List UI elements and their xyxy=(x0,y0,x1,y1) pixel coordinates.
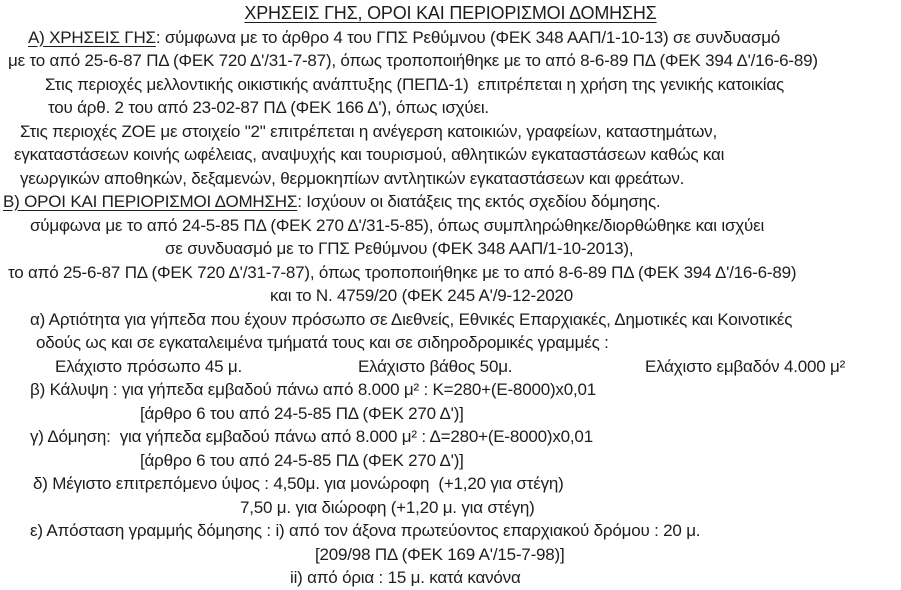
section-a-heading: Α) ΧΡΗΣΕΙΣ ΓΗΣ xyxy=(28,27,156,47)
item-c-reference-text: [άρθρο 6 του από 24-5-85 ΠΔ (ΦΕΚ 270 Δ')] xyxy=(140,450,464,470)
item-a-text1: α) Αρτιότητα για γήπεδα που έχουν πρόσωπο σε Διεθνείς, Εθνικές Επαρχιακές, Δημοτικές και Κοινοτικές xyxy=(30,309,793,329)
section-b-legal-text3: το από 25-6-87 ΠΔ (ΦΕΚ 720 Δ'/31-7-87), όπως τροποποιήθηκε με το από 8-6-89 ΠΔ (ΦΕΚ 394 Δ'/16-6-89) xyxy=(8,262,797,282)
section-b-intro-text: : Ισχύουν οι διατάξεις της εκτός σχεδίου δόμησης. xyxy=(297,192,661,211)
pepd-use-line1 xyxy=(0,73,901,97)
minimums-row xyxy=(0,355,901,379)
section-a-intro-text: : σύμφωνα με το άρθρο 4 του ΓΠΣ Ρεθύμνου (ΦΕΚ 348 ΑΑΠ/1-10-13) σε συνδυασμό xyxy=(155,27,781,47)
item-d-height-text1: δ) Μέγιστο επιτρεπόμενο ύψος : 4,50μ. για μονώροφη (+1,20 για στέγη) xyxy=(33,474,564,493)
item-e-setback-text1: ε) Απόσταση γραμμής δόμησης : i) από τον άξονα πρωτεύοντος επαρχιακού δρόμου : 20 μ. xyxy=(30,521,701,540)
section-b-legal-line2 xyxy=(0,237,901,261)
page-title xyxy=(0,2,901,26)
section-b-legal-text1: σύμφωνα με το από 24-5-85 ΠΔ (ΦΕΚ 270 Δ'/31-5-85), όπως συμπληρώθηκε/διορθώθηκε και ισχύει xyxy=(30,215,765,235)
pepd-use-line2 xyxy=(0,96,901,120)
item-b-reference-text: [άρθρο 6 του από 24-5-85 ΠΔ (ΦΕΚ 270 Δ')] xyxy=(140,403,464,423)
zoe-uses-text3: γεωργικών αποθηκών, δεξαμενών, θερμοκηπίων αντλητικών εγκαταστάσεων και φρεάτων. xyxy=(20,168,685,188)
item-c-building-line xyxy=(0,425,901,449)
item-d-height-line1 xyxy=(0,472,901,496)
item-e-setback-line2 xyxy=(0,566,901,590)
min-frontage-value: Ελάχιστο πρόσωπο 45 μ. xyxy=(55,356,243,376)
item-a-line2 xyxy=(0,331,901,355)
zoe-uses-line2 xyxy=(0,143,901,167)
section-b-legal-text4: και το Ν. 4759/20 (ΦΕΚ 245 Α'/9-12-2020 xyxy=(270,286,573,305)
page-title-text: ΧΡΗΣΕΙΣ ΓΗΣ, ΟΡΟΙ ΚΑΙ ΠΕΡΙΟΡΙΣΜΟΙ ΔΟΜΗΣΗΣ xyxy=(244,3,657,23)
item-b-reference-line xyxy=(0,402,901,426)
item-e-setback-line1 xyxy=(0,519,901,543)
item-a-line1 xyxy=(0,308,901,332)
section-a-intro-line2 xyxy=(0,49,901,73)
item-c-building-text: γ) Δόμηση: για γήπεδα εμβαδού πάνω από 8.000 μ² : Δ=280+(Ε-8000)x0,01 xyxy=(30,427,593,446)
item-e-reference-text: [209/98 ΠΔ (ΦΕΚ 169 Α'/15-7-98)] xyxy=(315,544,565,564)
item-d-height-text2: 7,50 μ. για διώροφη (+1,20 μ. για στέγη) xyxy=(240,497,535,517)
section-a-intro-text2: με το από 25-6-87 ΠΔ (ΦΕΚ 720 Δ'/31-7-87), όπως τροποποιήθηκε με το από 8-6-89 ΠΔ (ΦΕΚ 394 Δ'/16-6-89) xyxy=(8,51,818,70)
min-depth-value: Ελάχιστο βάθος 50μ. xyxy=(358,356,513,376)
item-b-coverage-line xyxy=(0,378,901,402)
zoe-uses-line1 xyxy=(0,120,901,144)
section-a-intro-line xyxy=(0,26,901,50)
section-b-legal-line1 xyxy=(0,214,901,238)
item-c-reference-line xyxy=(0,449,901,473)
section-b-legal-line4 xyxy=(0,284,901,308)
section-b-legal-line3 xyxy=(0,261,901,285)
section-b-intro-line xyxy=(0,190,901,214)
section-b-heading: Β) ΟΡΟΙ ΚΑΙ ΠΕΡΙΟΡΙΣΜΟΙ ΔΟΜΗΣΗΣ xyxy=(3,192,298,211)
min-area-value: Ελάχιστο εμβαδόν 4.000 μ² xyxy=(645,356,846,376)
item-e-setback-text2: ii) από όρια : 15 μ. κατά κανόνα xyxy=(290,568,521,587)
zoe-uses-text2: εγκαταστάσεων κοινής ωφέλειας, αναψυχής και τουρισμού, αθλητικών εγκαταστάσεων καθώς και xyxy=(14,145,725,164)
zoe-uses-text1: Στις περιοχές ΖΟΕ με στοιχείο "2" επιτρέπεται η ανέγερση κατοικιών, γραφείων, καταστημάτων, xyxy=(20,121,718,141)
item-a-text2: οδούς ως και σε εγκαταλειμένα τμήματά τους και σε σιδηροδρομικές γραμμές : xyxy=(36,333,609,352)
pepd-use-text2: του άρθ. 2 του από 23-02-87 ΠΔ (ΦΕΚ 166 Δ'), όπως ισχύει. xyxy=(48,98,489,117)
pepd-use-text1: Στις περιοχές μελλοντικής οικιστικής ανάπτυξης (ΠΕΠΔ-1) επιτρέπεται η χρήση της γενικής κατοικίας xyxy=(45,74,784,94)
section-b-legal-text2: σε συνδυασμό με το ΓΠΣ Ρεθύμνου (ΦΕΚ 348 ΑΑΠ/1-10-2013), xyxy=(165,239,634,258)
item-d-height-line2 xyxy=(0,496,901,520)
item-e-reference-line xyxy=(0,543,901,567)
zoe-uses-line3 xyxy=(0,167,901,191)
item-b-coverage-text: β) Κάλυψη : για γήπεδα εμβαδού πάνω από 8.000 μ² : Κ=280+(Ε-8000)x0,01 xyxy=(30,380,597,399)
